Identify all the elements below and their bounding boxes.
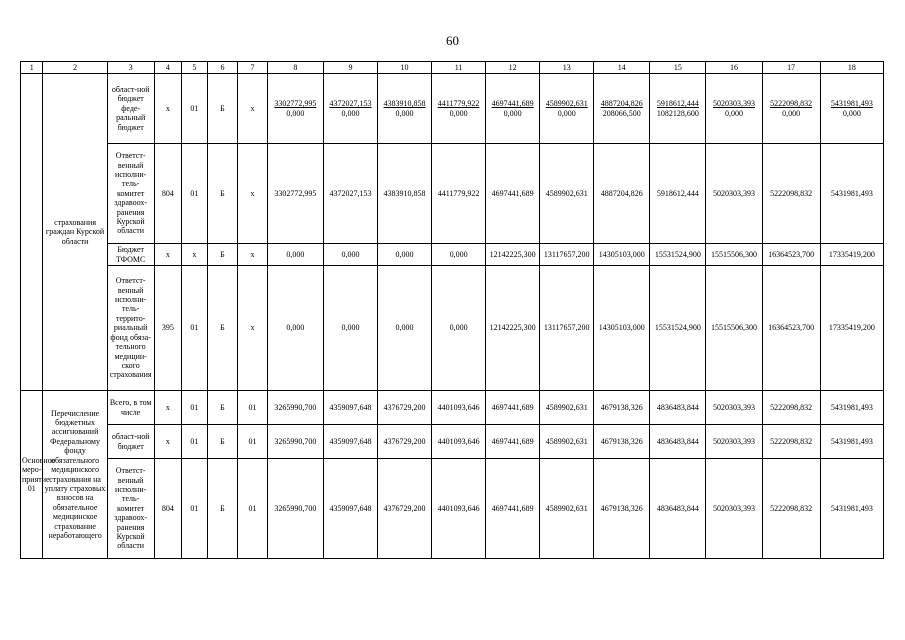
name-cell: страхования граждан Курской области — [43, 74, 107, 391]
value-cell: 4887204,826 — [594, 144, 650, 244]
value-cell: 0,000 — [323, 266, 377, 391]
table-row — [21, 425, 884, 459]
value-federal: 0,000 — [557, 108, 576, 118]
code-cell: х — [182, 244, 208, 266]
column-number-row — [21, 62, 884, 74]
value-regional: 5222098,832 — [770, 99, 813, 109]
value-regional: 4411779,922 — [437, 99, 480, 109]
value-cell: 4376729,200 — [377, 425, 431, 459]
column-number: 10 — [377, 62, 431, 74]
value-cell: 5222098,832 — [762, 425, 820, 459]
value-cell: 5020303,393 — [706, 459, 762, 559]
value-cell: 17335419,200 — [820, 244, 883, 266]
value-cell: 0,000 — [432, 266, 486, 391]
source-cell: област-ной бюджет — [107, 425, 154, 459]
value-cell: 4376729,200 — [377, 391, 431, 425]
value-cell: 15515506,300 — [706, 244, 762, 266]
value-cell: 4836483,844 — [650, 425, 706, 459]
code-cell: х — [154, 74, 182, 144]
value-cell: 5431981,493 — [820, 425, 883, 459]
code-cell: 395 — [154, 266, 182, 391]
value-cell — [762, 74, 820, 144]
value-cell: 17335419,200 — [820, 266, 883, 391]
name-cell: Перечисление бюджетных ассигнований Федеральному фонду обязательного медицинского страхования на уплату страховых взносов на обязательное медицинское страхование неработающего — [43, 391, 107, 559]
value-cell: 5222098,832 — [762, 459, 820, 559]
value-cell: 4376729,200 — [377, 459, 431, 559]
value-cell: 4697441,689 — [486, 459, 540, 559]
code-cell: Б — [207, 74, 238, 144]
value-federal: 0,000 — [341, 108, 360, 118]
column-number: 12 — [486, 62, 540, 74]
value-federal: 0,000 — [286, 108, 305, 118]
value-cell: 15531524,900 — [650, 266, 706, 391]
value-cell: 4836483,844 — [650, 391, 706, 425]
source-cell: Бюджет ТФОМС — [107, 244, 154, 266]
value-regional: 3302772,995 — [274, 99, 317, 109]
value-regional: 5918612,444 — [656, 99, 699, 109]
code-cell: х — [154, 391, 182, 425]
column-number: 14 — [594, 62, 650, 74]
value-cell: 4679138,326 — [594, 425, 650, 459]
value-cell: 5020303,393 — [706, 391, 762, 425]
value-regional: 4697441,689 — [491, 99, 534, 109]
code-cell: 01 — [182, 425, 208, 459]
value-cell: 4359097,648 — [323, 391, 377, 425]
column-number: 11 — [432, 62, 486, 74]
column-number: 5 — [182, 62, 208, 74]
value-cell: 4697441,689 — [486, 425, 540, 459]
column-number: 17 — [762, 62, 820, 74]
empty-cell — [21, 74, 43, 391]
code-cell: Б — [207, 244, 238, 266]
value-cell — [377, 74, 431, 144]
value-cell: 5431981,493 — [820, 459, 883, 559]
value-cell: 16364523,700 — [762, 244, 820, 266]
value-cell: 4589902,631 — [540, 425, 594, 459]
value-cell: 0,000 — [377, 266, 431, 391]
value-cell: 3302772,995 — [267, 144, 323, 244]
column-number: 2 — [43, 62, 107, 74]
value-federal: 0,000 — [724, 108, 743, 118]
table-row — [21, 244, 884, 266]
event-cell: Основное меро-приятие 01 — [21, 391, 43, 559]
table-row — [21, 144, 884, 244]
value-cell: 16364523,700 — [762, 266, 820, 391]
value-cell: 4401093,646 — [432, 391, 486, 425]
value-cell: 4401093,646 — [432, 459, 486, 559]
column-number: 9 — [323, 62, 377, 74]
value-cell: 4679138,326 — [594, 459, 650, 559]
value-cell — [540, 74, 594, 144]
source-cell: Всего, в том числе — [107, 391, 154, 425]
column-number: 16 — [706, 62, 762, 74]
code-cell: 01 — [182, 459, 208, 559]
value-cell: 4679138,326 — [594, 391, 650, 425]
value-cell: 3265990,700 — [267, 425, 323, 459]
column-number: 4 — [154, 62, 182, 74]
source-cell: Ответст-венный исполни-тель-комитет здравоох-ранения Курской области — [107, 459, 154, 559]
value-cell: 12142225,300 — [486, 266, 540, 391]
code-cell: х — [238, 144, 268, 244]
code-cell: 01 — [238, 425, 268, 459]
value-federal: 208066,500 — [602, 108, 641, 118]
value-regional: 5431981,493 — [830, 99, 873, 109]
code-cell: 804 — [154, 459, 182, 559]
value-cell: 4589902,631 — [540, 391, 594, 425]
code-cell: Б — [207, 425, 238, 459]
code-cell: 01 — [238, 391, 268, 425]
value-cell: 4697441,689 — [486, 144, 540, 244]
value-federal: 0,000 — [782, 108, 801, 118]
value-cell: 5431981,493 — [820, 144, 883, 244]
code-cell: Б — [207, 391, 238, 425]
value-cell: 4401093,646 — [432, 425, 486, 459]
value-cell: 0,000 — [323, 244, 377, 266]
value-cell — [432, 74, 486, 144]
value-regional: 4887204,826 — [600, 99, 643, 109]
value-cell: 13117657,200 — [540, 244, 594, 266]
column-number: 6 — [207, 62, 238, 74]
column-number: 8 — [267, 62, 323, 74]
value-cell: 0,000 — [377, 244, 431, 266]
column-number: 15 — [650, 62, 706, 74]
table-row — [21, 266, 884, 391]
source-cell: Ответст-венный исполни-тель-комитет здравоох-ранения Курской области — [107, 144, 154, 244]
value-federal: 0,000 — [842, 108, 861, 118]
source-cell: Ответст-венный исполни-тель-террито-риальный фонд обяза-тельного медицин-ского страхования — [107, 266, 154, 391]
value-cell: 4411779,922 — [432, 144, 486, 244]
value-cell: 14305103,000 — [594, 266, 650, 391]
value-cell: 12142225,300 — [486, 244, 540, 266]
value-federal: 1082128,600 — [656, 108, 699, 118]
value-cell — [820, 74, 883, 144]
value-cell: 5222098,832 — [762, 391, 820, 425]
code-cell: х — [238, 244, 268, 266]
code-cell: 01 — [182, 74, 208, 144]
value-cell: 0,000 — [267, 244, 323, 266]
value-cell: 4589902,631 — [540, 459, 594, 559]
budget-table — [20, 61, 884, 559]
page-number: 60 — [446, 33, 459, 48]
value-cell: 4359097,648 — [323, 425, 377, 459]
value-cell: 4589902,631 — [540, 144, 594, 244]
code-cell: 01 — [238, 459, 268, 559]
value-cell: 0,000 — [432, 244, 486, 266]
value-cell: 5020303,393 — [706, 425, 762, 459]
code-cell: х — [154, 425, 182, 459]
column-number: 1 — [21, 62, 43, 74]
code-cell: х — [238, 266, 268, 391]
value-cell: 4836483,844 — [650, 459, 706, 559]
value-regional: 4589902,631 — [545, 99, 588, 109]
value-regional: 4372027,153 — [329, 99, 372, 109]
table-row — [21, 459, 884, 559]
column-number: 18 — [820, 62, 883, 74]
value-cell: 5918612,444 — [650, 144, 706, 244]
code-cell: х — [154, 244, 182, 266]
value-cell — [486, 74, 540, 144]
value-cell — [594, 74, 650, 144]
value-cell: 3265990,700 — [267, 459, 323, 559]
code-cell: Б — [207, 266, 238, 391]
value-regional: 5020303,393 — [712, 99, 755, 109]
code-cell: 01 — [182, 266, 208, 391]
value-federal: 0,000 — [395, 108, 414, 118]
code-cell: Б — [207, 144, 238, 244]
value-cell: 0,000 — [267, 266, 323, 391]
table-row — [21, 74, 884, 144]
value-cell: 15531524,900 — [650, 244, 706, 266]
value-regional: 4383910,858 — [383, 99, 426, 109]
value-cell: 4697441,689 — [486, 391, 540, 425]
value-cell: 4383910,858 — [377, 144, 431, 244]
value-cell — [323, 74, 377, 144]
value-cell: 5222098,832 — [762, 144, 820, 244]
code-cell: 804 — [154, 144, 182, 244]
value-cell: 4372027,153 — [323, 144, 377, 244]
column-number: 7 — [238, 62, 268, 74]
value-cell: 5020303,393 — [706, 144, 762, 244]
column-number: 13 — [540, 62, 594, 74]
code-cell: Б — [207, 459, 238, 559]
value-cell — [650, 74, 706, 144]
value-cell: 15515506,300 — [706, 266, 762, 391]
value-cell: 5431981,493 — [820, 391, 883, 425]
code-cell: х — [238, 74, 268, 144]
value-cell: 3265990,700 — [267, 391, 323, 425]
value-federal: 0,000 — [503, 108, 522, 118]
code-cell: 01 — [182, 144, 208, 244]
source-cell: област-ной бюджет феде-ральный бюджет — [107, 74, 154, 144]
value-federal: 0,000 — [449, 108, 468, 118]
code-cell: 01 — [182, 391, 208, 425]
value-cell: 13117657,200 — [540, 266, 594, 391]
column-number: 3 — [107, 62, 154, 74]
value-cell — [706, 74, 762, 144]
value-cell: 14305103,000 — [594, 244, 650, 266]
value-cell: 4359097,648 — [323, 459, 377, 559]
table-row — [21, 391, 884, 425]
value-cell — [267, 74, 323, 144]
